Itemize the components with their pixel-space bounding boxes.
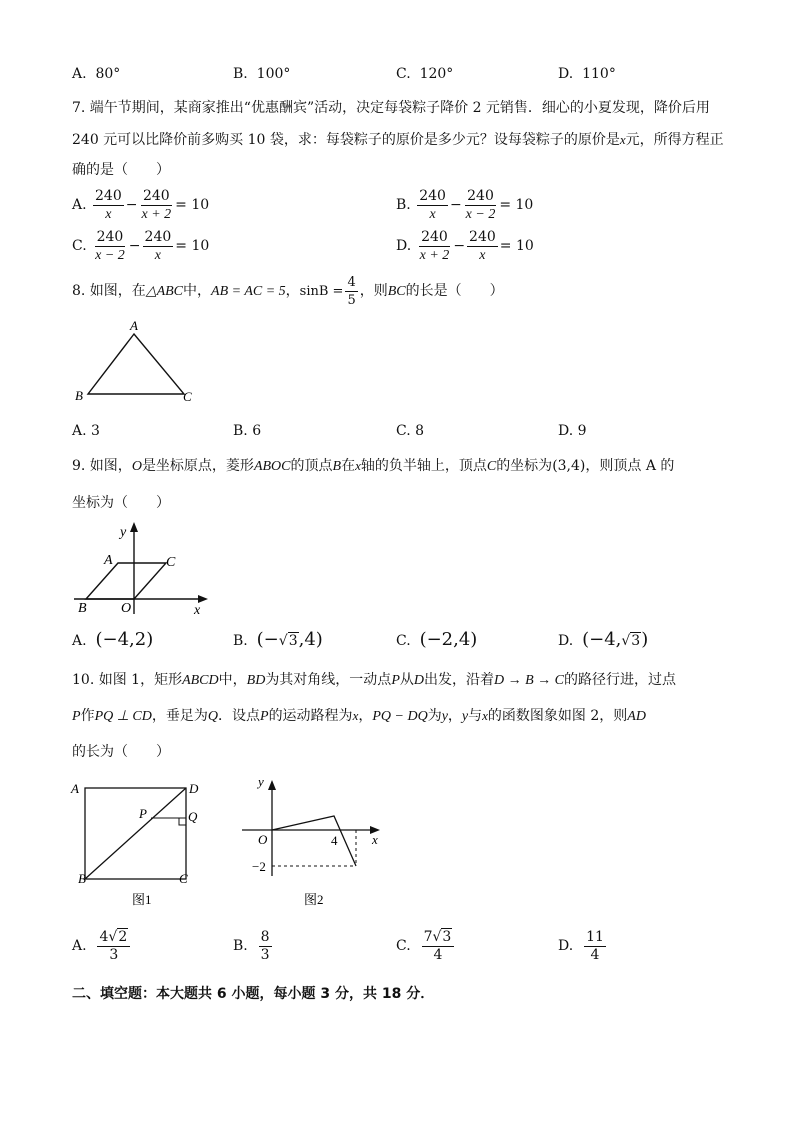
y-axis-label: y — [258, 774, 264, 789]
point-p-label: P — [139, 806, 147, 821]
q9-option-a: A. (−4,2) — [72, 629, 154, 650]
rhombus-aboc — [86, 563, 166, 599]
vertex-b-label: B — [75, 388, 83, 403]
q7-option-b: B. $\frac{240}{x}$ − $\frac{240}{x - 2}$ = 10 — [396, 187, 534, 222]
q7-option-d: D. $\frac{240}{x + 2}$ − $\frac{240}{x}$ = 10 — [396, 228, 534, 263]
q10-line3: 的长为（ ） — [72, 744, 170, 760]
vertex-b-label: B — [78, 871, 86, 886]
q10-option-c: C. $\frac{7√3}{4}$ — [396, 926, 456, 966]
q10-option-b: B. $\frac{8}{3}$ — [233, 928, 270, 963]
q6-option-d: D. 110° — [558, 66, 616, 82]
q8-stem: 8. 如图，在△ABC中，AB = AC = 5，sinB = $\frac{4}{5}$ ，则BC的长是（ ） — [72, 274, 504, 308]
q7-option-c: C. $\frac{240}{x - 2}$ − $\frac{240}{x}$ = 10 — [72, 228, 210, 263]
q8-option-d: D. 9 — [558, 423, 587, 439]
q9-line1: 9. 如图，O是坐标原点，菱形ABOC的顶点B在x轴的负半轴上，顶点C的坐标为(3,4)，则顶点 A 的 — [72, 458, 675, 474]
x-axis-arrow-icon — [198, 595, 208, 603]
figure1-caption: 图1 — [132, 892, 152, 907]
vertex-c-label: C — [179, 871, 188, 886]
vertex-b-label: B — [78, 601, 87, 616]
origin-label: O — [258, 832, 268, 847]
y-axis-label: y — [120, 525, 127, 540]
q6-option-c: C. 120° — [396, 66, 454, 82]
q10-line2: P作PQ ⊥ CD，垂足为Q．设点P的运动路程为x，PQ − DQ为y，y与x的函数图象如图 2，则AD — [72, 708, 646, 724]
figure2-caption: 图2 — [304, 892, 324, 907]
q7-line3: 确的是（ ） — [72, 162, 170, 178]
y-axis-arrow-icon — [130, 522, 138, 532]
q9-option-d: D. (−4,√3) — [558, 629, 649, 650]
q7-option-a: A. $\frac{240}{x}$ − $\frac{240}{x + 2}$ = 10 — [72, 187, 210, 222]
q9-rhombus-figure — [70, 518, 220, 618]
q10-figure2-graph — [234, 770, 394, 914]
right-angle-mark-icon — [179, 818, 186, 825]
point-q-label: Q — [188, 809, 198, 824]
q9-line2: 坐标为（ ） — [72, 495, 170, 511]
vertex-a-label: A — [71, 781, 79, 796]
q8-option-c: C. 8 — [396, 423, 425, 439]
q9-option-b: B. (−√3,4) — [233, 629, 323, 650]
vertex-c-label: C — [166, 555, 176, 570]
q10-option-a: A. $\frac{4√2}{3}$ — [72, 926, 132, 966]
vertex-a-label: A — [130, 318, 138, 333]
x-axis-label: x — [194, 603, 201, 618]
y-axis-arrow-icon — [268, 780, 276, 790]
q7-line1: 7. 端午节期间，某商家推出“优惠酬宾”活动，决定每袋粽子降价 2 元销售．细心的小夏发现，降价后用 — [72, 100, 710, 116]
q10-line1: 10. 如图 1，矩形ABCD中，BD为其对角线，一动点P从D出发，沿着D → B → C的路径行进，过点 — [72, 672, 676, 688]
q8-option-a: A. 3 — [72, 423, 100, 439]
q10-option-d: D. $\frac{11}{4}$ — [558, 928, 604, 963]
function-graph-line — [272, 816, 356, 866]
triangle-abc — [88, 334, 184, 394]
x-axis-label: x — [372, 832, 378, 847]
tick-label-4: 4 — [331, 833, 338, 848]
section-2-heading: 二、填空题：本大题共 6 小题，每小题 3 分，共 18 分． — [72, 986, 435, 1002]
q8-triangle-figure — [70, 316, 200, 408]
vertex-d-label: D — [189, 781, 199, 796]
tick-label-neg2: −2 — [252, 859, 266, 874]
q6-option-b: B. 100° — [233, 66, 291, 82]
q7-line2: 240 元可以比降价前多购买 10 袋，求：每袋粽子的原价是多少元？设每袋粽子的原价是x元，所得方程正 — [72, 132, 724, 148]
vertex-c-label: C — [183, 389, 192, 404]
q8-option-b: B. 6 — [233, 423, 262, 439]
q6-option-a: A. 80° — [72, 66, 121, 82]
diagonal-bd — [85, 788, 186, 879]
q9-option-c: C. (−2,4) — [396, 629, 478, 650]
vertex-a-label: A — [104, 553, 113, 568]
origin-label: O — [121, 601, 132, 616]
q10-figure1-rectangle — [66, 774, 216, 914]
